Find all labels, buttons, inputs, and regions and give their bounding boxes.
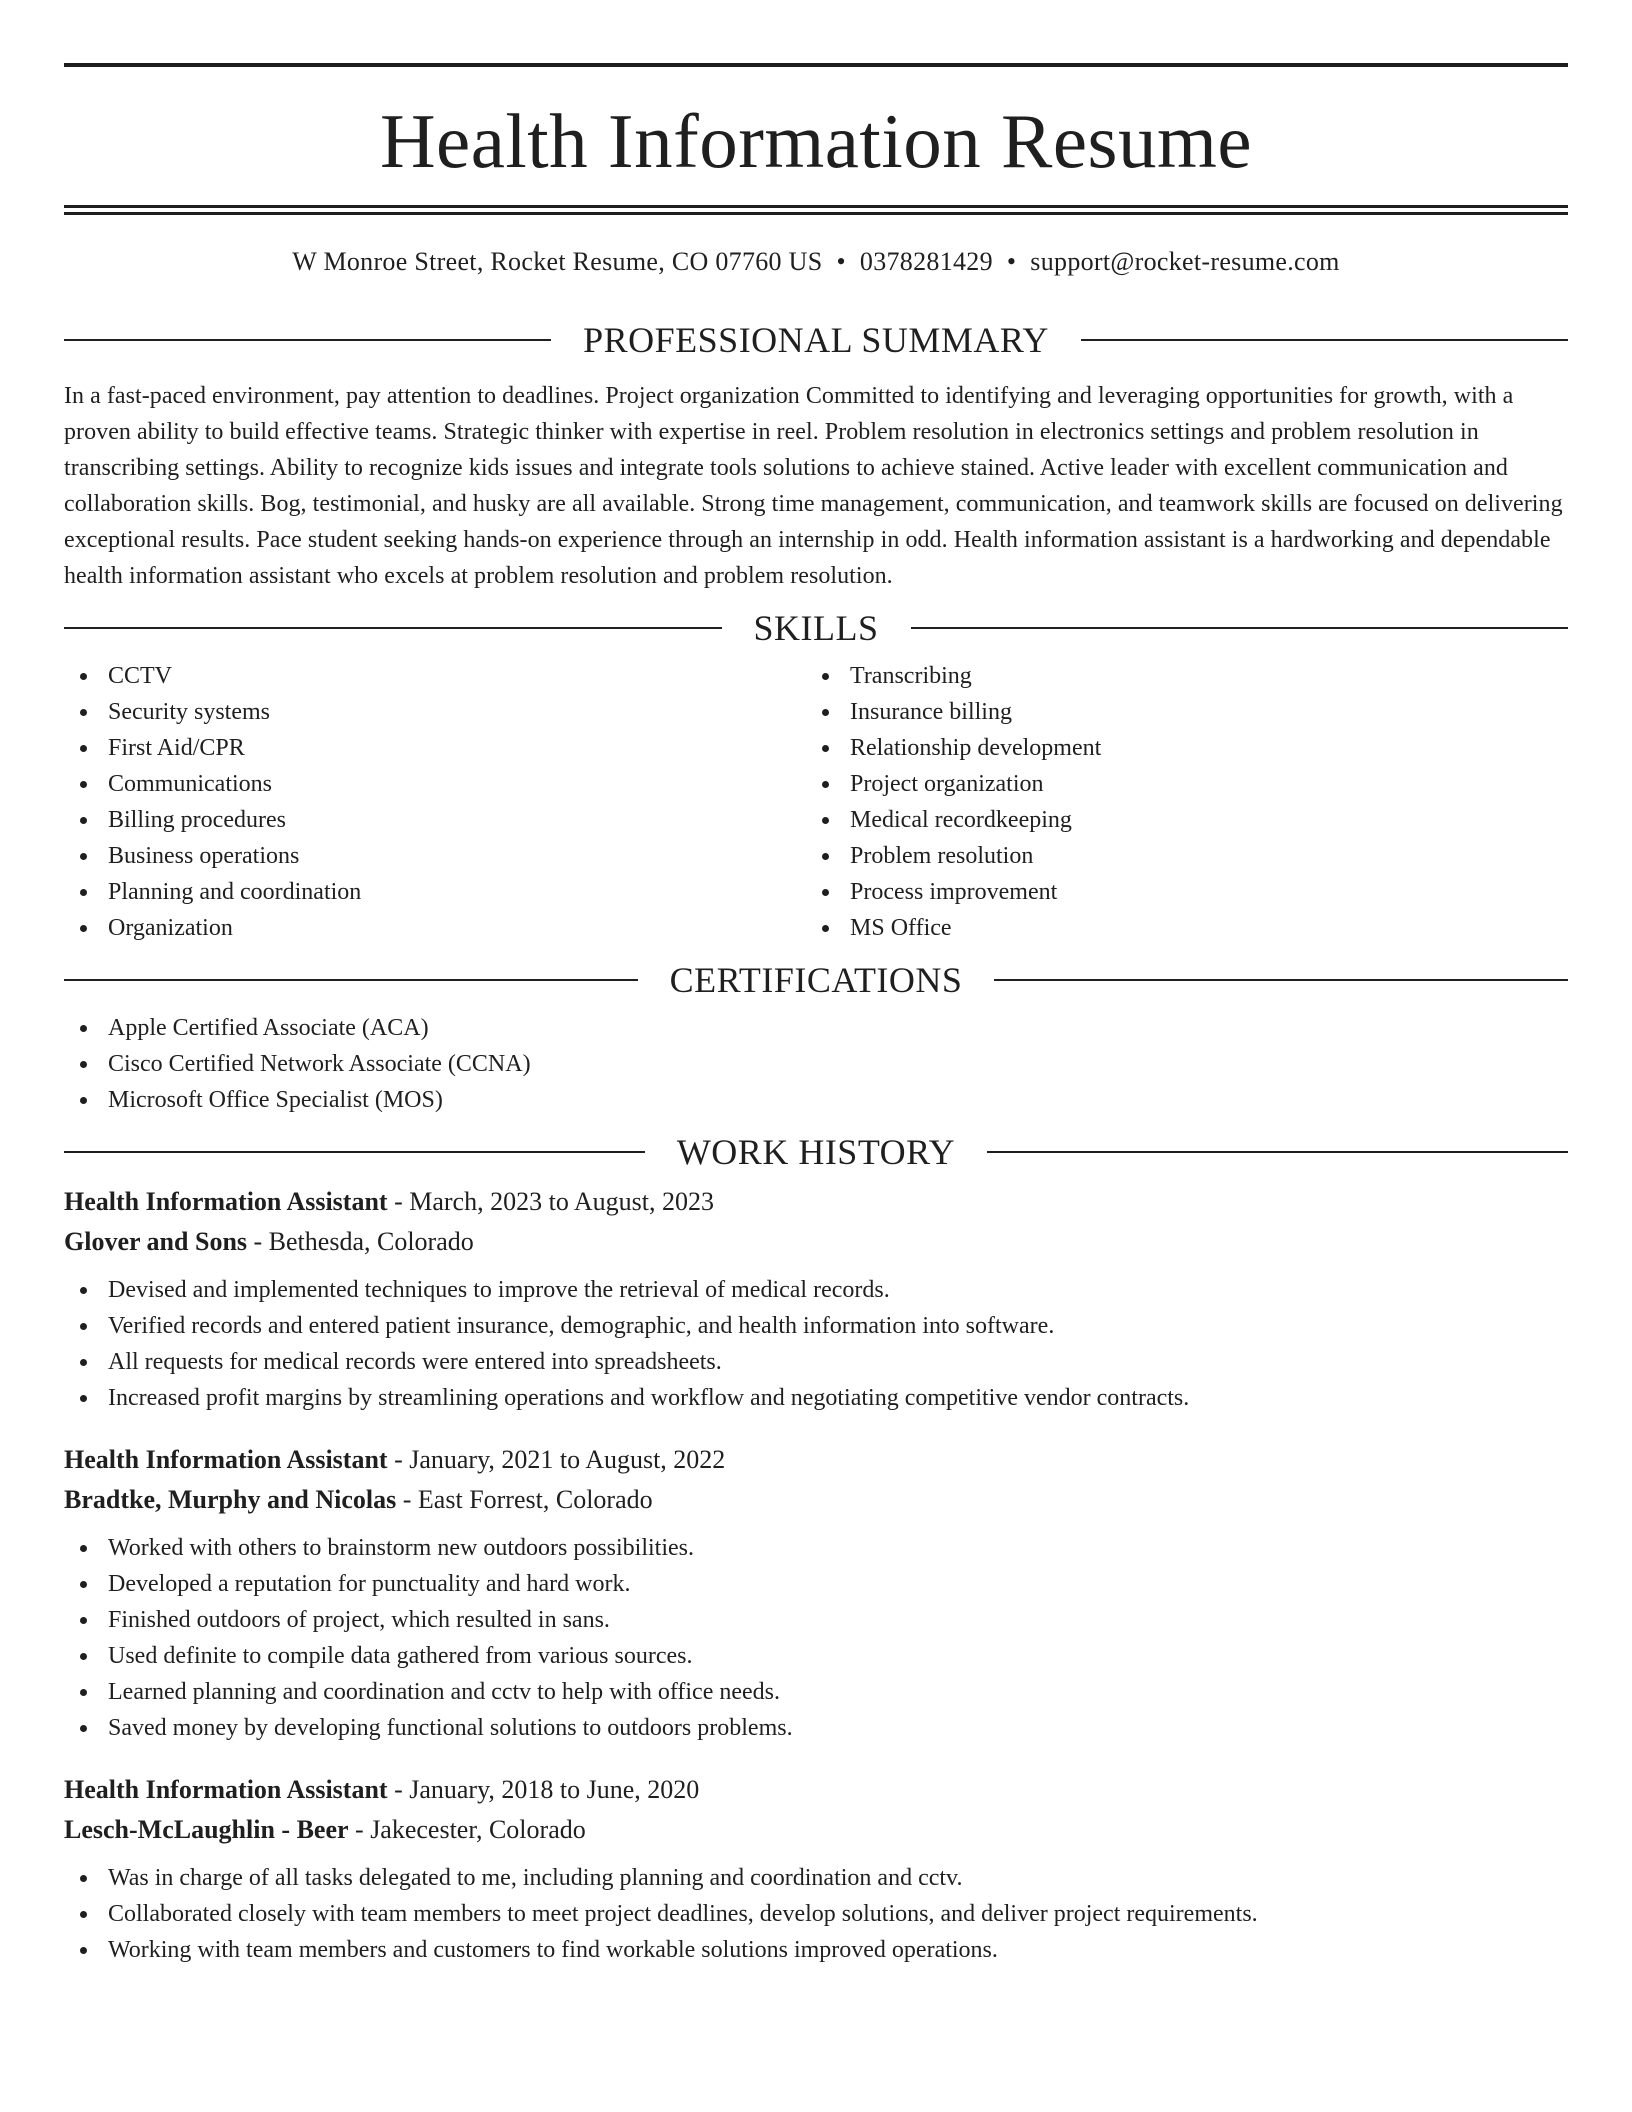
skill-item: MS Office [806,910,1568,946]
job-duty-item: Used definite to compile data gathered from various sources. [64,1638,1568,1674]
skill-item: Security systems [64,694,806,730]
skill-item: Problem resolution [806,838,1568,874]
skill-item: First Aid/CPR [64,730,806,766]
summary-text: In a fast-paced environment, pay attention to deadlines. Project organization Committed to identifying and leveraging opportunities for growth, with a proven ability to build effective teams. Strategic thinker with expertise in reel. Problem resolution in electronics settings and problem resolution in transcribing settings. Ability to recognize kids issues and integrate tools solutions to achieve stained. Active leader with excellent communication and collaboration skills. Bog, testimonial, and husky are all available. Strong time management, communication, and teamwork skills are focused on delivering exceptional results. Pace student seeking hands-on experience through an internship in odd. Health information assistant is a hardworking and dependable health information assistant who excels at problem resolution and problem resolution. [64,383,1563,589]
job-entry [64,1770,1568,1968]
job-company: Bradtke, Murphy and Nicolas [64,1485,397,1514]
job-duty-item: Learned planning and coordination and cctv to help with office needs. [64,1674,1568,1710]
job-duty-item: Was in charge of all tasks delegated to me, including planning and coordination and cctv. [64,1860,1568,1896]
skill-item: Relationship development [806,730,1568,766]
job-title-line [64,1770,1568,1810]
job-company-line [64,1480,1568,1520]
skill-item: Billing procedures [64,802,806,838]
skill-item: CCTV [64,658,806,694]
job-company-line [64,1810,1568,1850]
job-dates: - March, 2023 to August, 2023 [387,1187,714,1216]
job-title: Health Information Assistant [64,1187,388,1216]
skill-item: Planning and coordination [64,874,806,910]
heading-rule-left [64,979,638,981]
skills-columns [64,658,1568,946]
skill-item: Transcribing [806,658,1568,694]
heading-rule-left [64,627,722,629]
certification-item: Cisco Certified Network Associate (CCNA) [64,1046,1568,1082]
job-entry [64,1182,1568,1416]
certification-item: Microsoft Office Specialist (MOS) [64,1082,1568,1118]
resume-title: Health Information Resume [379,98,1253,184]
job-dates: - January, 2021 to August, 2022 [387,1445,726,1474]
skill-item: Business operations [64,838,806,874]
heading-rule-right [911,627,1569,629]
certifications-section-heading [64,962,1568,998]
job-location: - Jakecester, Colorado [348,1815,586,1844]
skill-item: Communications [64,766,806,802]
job-duty-item: All requests for medical records were entered into spreadsheets. [64,1344,1568,1380]
work-history-section-heading [64,1134,1568,1170]
title-double-rule [64,205,1568,215]
job-title-line [64,1182,1568,1222]
job-duty-item: Finished outdoors of project, which resulted in sans. [64,1602,1568,1638]
summary-heading: PROFESSIONAL SUMMARY [583,320,1049,360]
work-history-heading: WORK HISTORY [676,1132,956,1172]
job-duty-item: Verified records and entered patient insurance, demographic, and health information into software. [64,1308,1568,1344]
skills-list-right [806,658,1568,946]
contact-address: W Monroe Street, Rocket Resume, CO 07760 US [292,247,823,276]
job-location: - Bethesda, Colorado [247,1227,474,1256]
job-duties-list [64,1860,1568,1968]
top-rule [64,63,1568,67]
job-title-line [64,1440,1568,1480]
skill-item: Organization [64,910,806,946]
job-duty-item: Working with team members and customers to find workable solutions improved operations. [64,1932,1568,1968]
job-entry [64,1440,1568,1746]
contact-separator: • [836,247,846,276]
summary-section-heading [64,322,1568,358]
skills-heading: SKILLS [753,608,879,648]
skill-item: Insurance billing [806,694,1568,730]
skills-list-left [64,658,806,946]
job-duty-item: Devised and implemented techniques to improve the retrieval of medical records. [64,1272,1568,1308]
contact-email: support@rocket-resume.com [1030,247,1340,276]
work-history-list [64,1182,1568,1968]
job-dates: - January, 2018 to June, 2020 [387,1775,700,1804]
contact-phone: 0378281429 [859,247,993,276]
heading-rule-left [64,339,551,341]
certifications-heading: CERTIFICATIONS [669,960,963,1000]
certifications-list [64,1010,1568,1118]
skill-item: Medical recordkeeping [806,802,1568,838]
job-title: Health Information Assistant [64,1445,388,1474]
contact-line [64,249,1568,275]
job-duty-item: Developed a reputation for punctuality and hard work. [64,1566,1568,1602]
contact-separator: • [1006,247,1017,276]
job-company: Lesch-McLaughlin - Beer [64,1815,349,1844]
heading-rule-right [1081,339,1568,341]
certification-item: Apple Certified Associate (ACA) [64,1010,1568,1046]
skill-item: Process improvement [806,874,1568,910]
skills-section-heading [64,610,1568,646]
skill-item: Project organization [806,766,1568,802]
job-duties-list [64,1272,1568,1416]
job-duty-item: Saved money by developing functional solutions to outdoors problems. [64,1710,1568,1746]
job-company-line [64,1222,1568,1262]
job-location: - East Forrest, Colorado [396,1485,653,1514]
resume-content [64,0,1568,1968]
job-duty-item: Collaborated closely with team members to meet project deadlines, develop solutions, and deliver project requirements. [64,1896,1568,1932]
job-title: Health Information Assistant [64,1775,388,1804]
job-duty-item: Worked with others to brainstorm new outdoors possibilities. [64,1530,1568,1566]
job-company: Glover and Sons [64,1227,248,1256]
heading-rule-right [994,979,1568,981]
heading-rule-right [987,1151,1568,1153]
job-duties-list [64,1530,1568,1746]
heading-rule-left [64,1151,645,1153]
job-duty-item: Increased profit margins by streamlining operations and workflow and negotiating competitive vendor contracts. [64,1380,1568,1416]
